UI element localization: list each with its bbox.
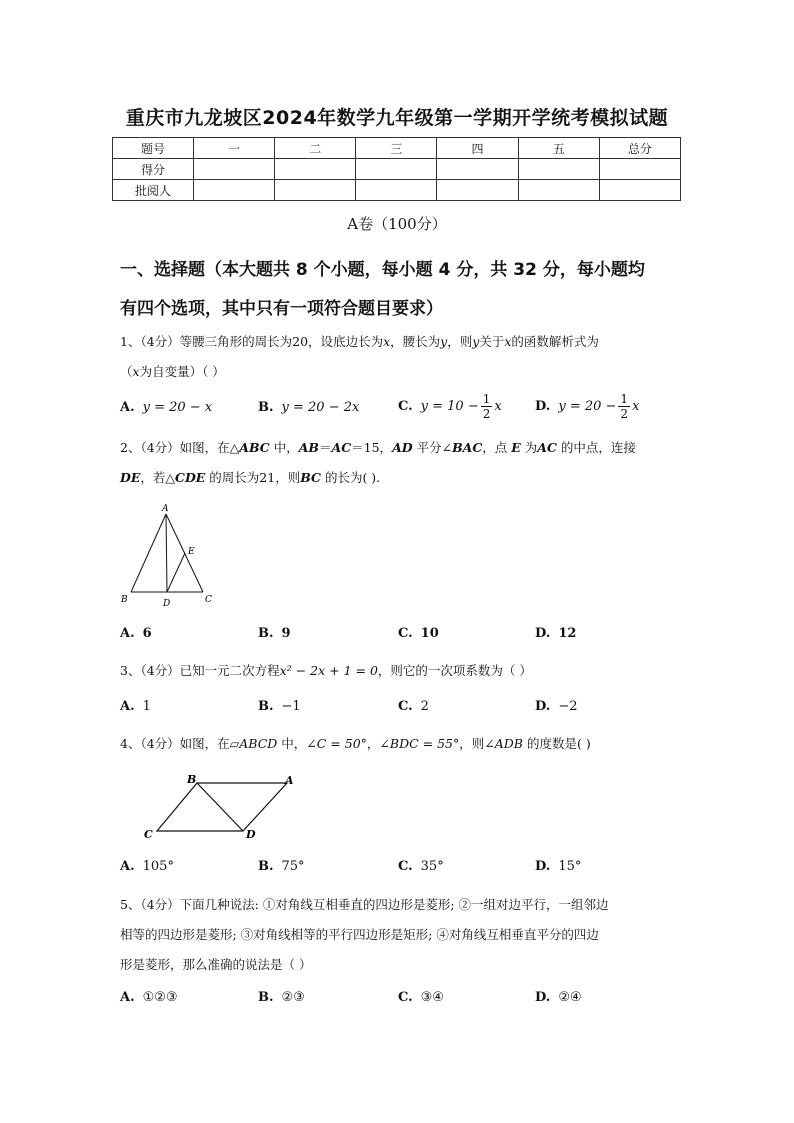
option-c[interactable] bbox=[398, 859, 444, 874]
option-value: 2 bbox=[420, 699, 429, 714]
option-a[interactable] bbox=[120, 990, 178, 1005]
triangle-figure bbox=[115, 500, 225, 612]
text: 的中点，连接 bbox=[556, 440, 636, 455]
option-label: C. bbox=[398, 626, 413, 641]
question-2-line2 bbox=[120, 463, 680, 493]
option-label: C. bbox=[398, 699, 413, 714]
option-value: ②④ bbox=[558, 990, 582, 1005]
option-label: B. bbox=[258, 859, 274, 874]
text: 如图，在▱ bbox=[179, 736, 240, 751]
table-cell: 三 bbox=[356, 138, 437, 159]
table-cell bbox=[194, 159, 275, 180]
table-cell: 二 bbox=[275, 138, 356, 159]
table-cell bbox=[275, 159, 356, 180]
table-cell bbox=[599, 159, 680, 180]
option-b[interactable] bbox=[258, 990, 305, 1005]
var: y bbox=[440, 334, 448, 349]
numerator: 1 bbox=[620, 392, 629, 406]
numerator: 1 bbox=[482, 392, 491, 406]
parallelogram-figure bbox=[140, 770, 300, 842]
text: ，则 bbox=[459, 736, 485, 751]
table-cell bbox=[437, 180, 518, 201]
option-c[interactable] bbox=[398, 626, 439, 641]
table-row bbox=[113, 180, 681, 201]
table-cell bbox=[437, 159, 518, 180]
table-cell: 得分 bbox=[113, 159, 194, 180]
option-label: B. bbox=[258, 699, 274, 714]
option-value: ①②③ bbox=[142, 990, 178, 1005]
question-number: 1、（4分） bbox=[120, 334, 180, 349]
var: ABC bbox=[239, 440, 270, 455]
var: AC bbox=[537, 440, 557, 455]
var: ∠ADB bbox=[484, 736, 523, 751]
text: ，点 bbox=[482, 440, 512, 455]
option-c[interactable] bbox=[398, 392, 502, 421]
question-number: 3、（4分） bbox=[120, 663, 180, 678]
text: 的周长为21，则 bbox=[205, 470, 301, 485]
text: ＝ bbox=[318, 440, 332, 455]
option-b[interactable] bbox=[258, 859, 305, 874]
option-value: y = 10 − bbox=[420, 399, 479, 414]
option-label: D. bbox=[535, 859, 551, 874]
score-table-header-row bbox=[113, 138, 681, 159]
var: E bbox=[511, 440, 521, 455]
denominator: 2 bbox=[482, 407, 491, 421]
question-2 bbox=[120, 433, 680, 493]
option-value: 10 bbox=[420, 626, 439, 641]
question-number: 4、（4分） bbox=[120, 736, 180, 751]
text: 下面几种说法: ①对角线互相垂直的四边形是菱形; ②一组对边平行，一组邻边 bbox=[179, 897, 609, 912]
option-value: 12 bbox=[558, 626, 577, 641]
table-cell bbox=[275, 180, 356, 201]
question-5-line2: 相等的四边形是菱形; ③对角线相等的平行四边形是矩形; ④对角线互相垂直平分的四边 bbox=[120, 927, 599, 942]
question-4-line1 bbox=[120, 729, 680, 759]
option-label: D. bbox=[535, 990, 551, 1005]
question-5-options bbox=[120, 990, 680, 1016]
option-value: y = 20 − x bbox=[142, 400, 213, 415]
var: BC bbox=[300, 470, 321, 485]
denominator: 2 bbox=[620, 407, 629, 421]
var: CDE bbox=[175, 470, 206, 485]
option-label: C. bbox=[398, 990, 413, 1005]
var: y bbox=[472, 334, 480, 349]
text: 的度数是( ) bbox=[523, 736, 591, 751]
question-3-options bbox=[120, 699, 680, 725]
var: x bbox=[383, 334, 391, 349]
option-label: A. bbox=[120, 626, 135, 641]
part-heading-line1: 一、选择题（本大题共 8 个小题，每小题 4 分，共 32 分，每小题均 bbox=[120, 260, 645, 280]
table-cell: 总分 bbox=[599, 138, 680, 159]
question-3-line1 bbox=[120, 656, 680, 686]
option-value: −2 bbox=[558, 699, 578, 714]
option-d[interactable] bbox=[535, 859, 581, 874]
option-label: A. bbox=[120, 859, 135, 874]
option-b[interactable] bbox=[258, 400, 359, 415]
label-d: D bbox=[163, 599, 171, 609]
label-a: A bbox=[285, 774, 294, 787]
question-1-line2 bbox=[120, 357, 680, 387]
option-d[interactable] bbox=[535, 626, 576, 641]
question-1-line1 bbox=[120, 327, 680, 357]
section-title: A卷（100分） bbox=[347, 215, 447, 233]
option-label: D. bbox=[535, 399, 551, 414]
table-cell: 一 bbox=[194, 138, 275, 159]
option-value: x bbox=[632, 399, 640, 414]
var: ABCD bbox=[239, 736, 278, 751]
equation: ∠C = 50° bbox=[306, 736, 367, 751]
var: x bbox=[504, 334, 512, 349]
text: 中， bbox=[269, 440, 299, 455]
text: 为自变量）（ ） bbox=[139, 364, 225, 379]
option-label: B. bbox=[258, 400, 274, 415]
table-row bbox=[113, 159, 681, 180]
option-value: 6 bbox=[142, 626, 152, 641]
diagonal-bd bbox=[197, 783, 243, 831]
question-4-options bbox=[120, 859, 680, 885]
text: 中， bbox=[277, 736, 307, 751]
var: AB bbox=[298, 440, 319, 455]
option-c[interactable] bbox=[398, 699, 429, 714]
text: （ bbox=[120, 364, 133, 379]
option-a[interactable] bbox=[120, 626, 152, 641]
table-cell bbox=[356, 180, 437, 201]
var: AC bbox=[331, 440, 352, 455]
text: 等腰三角形的周长为20，设底边长为 bbox=[179, 334, 384, 349]
option-label: D. bbox=[535, 626, 551, 641]
option-value: ③④ bbox=[420, 990, 444, 1005]
option-label: C. bbox=[398, 859, 413, 874]
option-label: D. bbox=[535, 699, 551, 714]
question-5 bbox=[120, 890, 680, 980]
option-label: B. bbox=[258, 626, 274, 641]
table-cell bbox=[599, 180, 680, 201]
text: ＝15， bbox=[351, 440, 393, 455]
text: ，腰长为 bbox=[390, 334, 441, 349]
text: ， bbox=[366, 736, 380, 751]
option-label: A. bbox=[120, 699, 135, 714]
text: 关于 bbox=[479, 334, 505, 349]
option-value: y = 20 − 2x bbox=[281, 400, 360, 415]
text: 为 bbox=[520, 440, 538, 455]
label-c: C bbox=[205, 595, 212, 605]
question-1 bbox=[120, 327, 680, 387]
option-label: A. bbox=[120, 990, 135, 1005]
option-label: B. bbox=[258, 990, 274, 1005]
text: 如图，在△ bbox=[179, 440, 240, 455]
question-4 bbox=[120, 729, 680, 759]
option-value: y = 20 − bbox=[558, 399, 617, 414]
option-value: ②③ bbox=[281, 990, 305, 1005]
question-3 bbox=[120, 656, 680, 686]
question-5-line1 bbox=[120, 890, 680, 920]
option-value: x bbox=[494, 399, 502, 414]
option-value: 35° bbox=[420, 859, 444, 874]
fraction bbox=[618, 392, 630, 421]
option-value: 75° bbox=[281, 859, 305, 874]
equation: x² − 2x + 1 = 0 bbox=[279, 663, 378, 678]
option-value: 9 bbox=[281, 626, 291, 641]
option-d[interactable] bbox=[535, 699, 578, 714]
question-5-line3: 形是菱形，那么准确的说法是（ ） bbox=[120, 957, 312, 972]
text: ，若△ bbox=[140, 470, 175, 485]
var: DE bbox=[120, 470, 141, 485]
text: 已知一元二次方程 bbox=[179, 663, 280, 678]
text: 的长为( ). bbox=[320, 470, 381, 485]
option-a[interactable] bbox=[120, 400, 212, 415]
question-number: 5、（4分） bbox=[120, 897, 180, 912]
option-value: −1 bbox=[281, 699, 301, 714]
option-value: 1 bbox=[142, 699, 151, 714]
option-c[interactable] bbox=[398, 990, 444, 1005]
text: ，则它的一次项系数为（ ） bbox=[377, 663, 532, 678]
score-table bbox=[112, 137, 681, 201]
segment-de bbox=[167, 553, 185, 592]
question-2-options bbox=[120, 626, 680, 652]
option-value: 15° bbox=[558, 859, 582, 874]
segment-ad bbox=[166, 514, 167, 592]
table-cell: 五 bbox=[518, 138, 599, 159]
label-d: D bbox=[246, 828, 256, 841]
question-number: 2、（4分） bbox=[120, 440, 180, 455]
label-a: A bbox=[162, 504, 169, 514]
table-cell bbox=[194, 180, 275, 201]
option-label: C. bbox=[398, 399, 413, 414]
text: ，则 bbox=[447, 334, 473, 349]
option-label: A. bbox=[120, 400, 135, 415]
table-cell: 批阅人 bbox=[113, 180, 194, 201]
option-d[interactable] bbox=[535, 392, 639, 421]
question-1-options bbox=[120, 392, 680, 426]
table-cell bbox=[518, 159, 599, 180]
page-title: 重庆市九龙坡区2024年数学九年级第一学期开学统考模拟试题 bbox=[125, 107, 669, 129]
table-cell bbox=[356, 159, 437, 180]
table-cell: 题号 bbox=[113, 138, 194, 159]
question-2-line1 bbox=[120, 433, 680, 463]
var: AD bbox=[392, 440, 413, 455]
table-cell: 四 bbox=[437, 138, 518, 159]
table-cell bbox=[518, 180, 599, 201]
option-b[interactable] bbox=[258, 626, 291, 641]
option-a[interactable] bbox=[120, 859, 174, 874]
label-e: E bbox=[188, 547, 195, 557]
segment-ab bbox=[131, 514, 166, 592]
label-b: B bbox=[121, 595, 128, 605]
parallelogram-abcd bbox=[157, 783, 287, 831]
equation: ∠BDC = 55° bbox=[379, 736, 460, 751]
text: 平分∠ bbox=[412, 440, 453, 455]
fraction bbox=[481, 392, 493, 421]
label-c: C bbox=[144, 828, 153, 841]
var: x bbox=[132, 364, 140, 379]
text: 的函数解析式为 bbox=[511, 334, 599, 349]
option-b[interactable] bbox=[258, 699, 301, 714]
option-d[interactable] bbox=[535, 990, 582, 1005]
label-b: B bbox=[187, 773, 197, 786]
part-heading-line2: 有四个选项，其中只有一项符合题目要求） bbox=[120, 299, 443, 319]
option-a[interactable] bbox=[120, 699, 151, 714]
option-value: 105° bbox=[142, 859, 174, 874]
var: BAC bbox=[452, 440, 483, 455]
